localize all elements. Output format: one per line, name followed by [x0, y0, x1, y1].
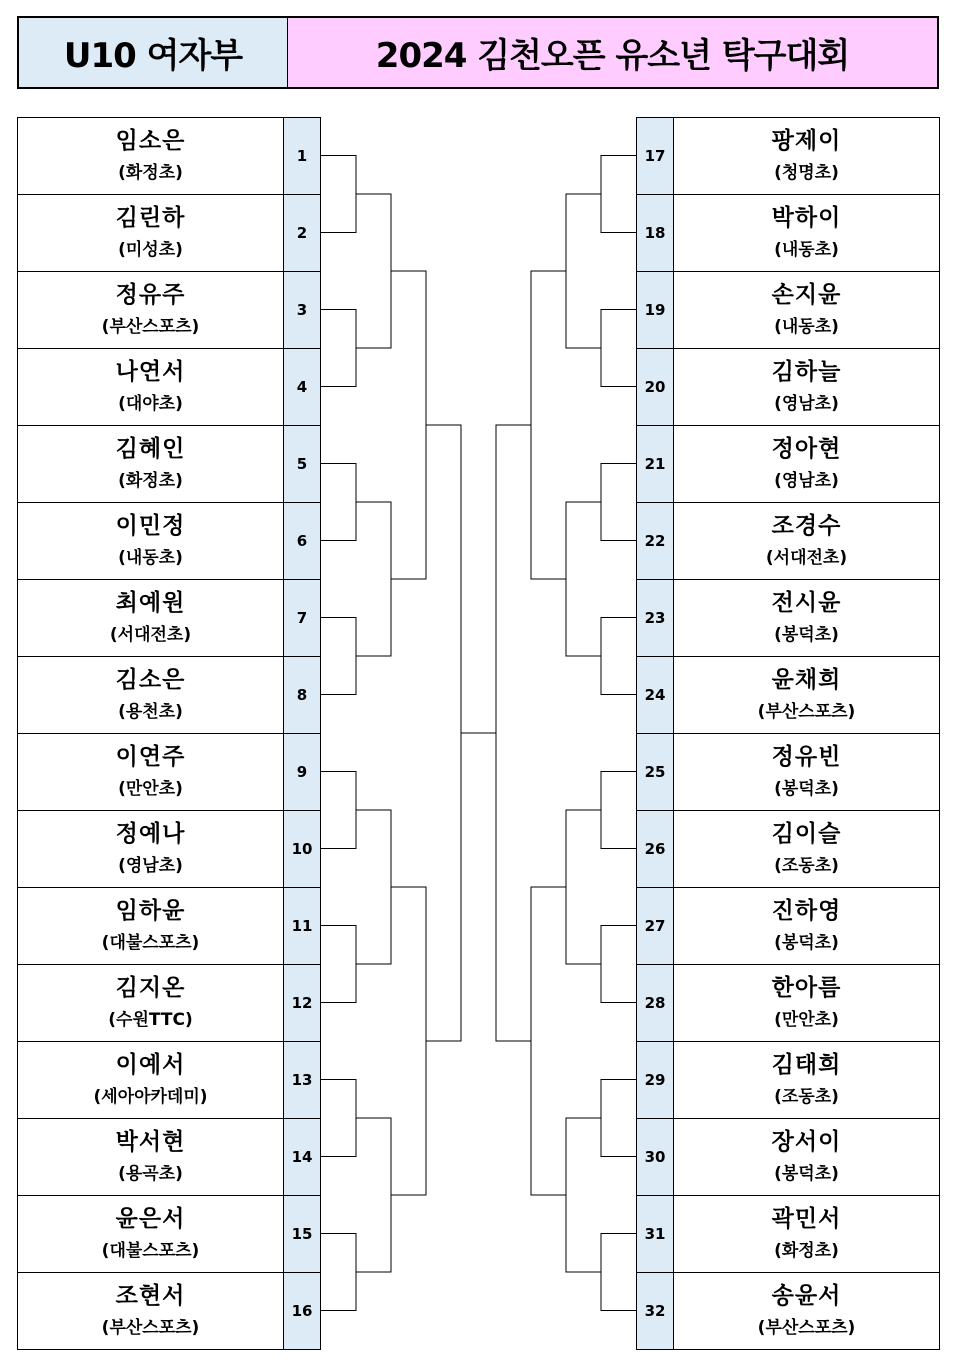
right-round4-connector — [496, 425, 531, 1041]
player-name: 김소은 — [115, 667, 186, 693]
player-name: 정유주 — [115, 282, 186, 308]
left-round1-connector — [321, 772, 356, 849]
right-round2-connector — [566, 810, 601, 964]
player-school: (청명초) — [774, 163, 839, 183]
player-school: (조동초) — [774, 1087, 839, 1107]
player-school: (세아아카데미) — [93, 1087, 208, 1107]
seed-number: 8 — [283, 657, 320, 733]
seed-number: 15 — [283, 1196, 320, 1272]
player-school: (용곡초) — [118, 1164, 183, 1184]
player-school: (영남초) — [774, 471, 839, 491]
right-round2-connector — [566, 194, 601, 348]
player-school: (부산스포츠) — [757, 1318, 856, 1338]
player-name: 김혜인 — [115, 436, 186, 462]
seed-number: 31 — [637, 1196, 674, 1272]
player-name: 김지온 — [115, 975, 186, 1001]
player-school: (서대전초) — [765, 548, 848, 568]
seed-number: 19 — [637, 272, 674, 348]
player-school: (조동초) — [774, 856, 839, 876]
player-name: 정예나 — [115, 821, 186, 847]
player-school: (만안초) — [774, 1010, 839, 1030]
player-name: 송윤서 — [771, 1283, 842, 1309]
player-school: (용천초) — [118, 702, 183, 722]
player-name: 이연주 — [115, 744, 186, 770]
right-round1-connector — [601, 618, 636, 695]
player-name: 전시윤 — [771, 590, 842, 616]
seed-number: 7 — [283, 580, 320, 656]
player-name: 이예서 — [115, 1052, 186, 1078]
seed-number: 22 — [637, 503, 674, 579]
seed-number: 4 — [283, 349, 320, 425]
seed-number: 9 — [283, 734, 320, 810]
seed-number: 11 — [283, 888, 320, 964]
player-school: (봉덕초) — [774, 933, 839, 953]
right-round3-connector — [531, 887, 566, 1195]
left-round2-connector — [356, 1118, 391, 1272]
right-round2-connector — [566, 1118, 601, 1272]
seed-number: 26 — [637, 811, 674, 887]
player-name: 조경수 — [771, 513, 842, 539]
player-school: (내동초) — [118, 548, 183, 568]
player-name: 진하영 — [771, 898, 842, 924]
seed-number: 25 — [637, 734, 674, 810]
left-round1-connector — [321, 618, 356, 695]
player-school: (화정초) — [118, 471, 183, 491]
left-round1-connector — [321, 464, 356, 541]
player-name: 박하이 — [771, 205, 842, 231]
seed-number: 2 — [283, 195, 320, 271]
player-name: 나연서 — [115, 359, 186, 385]
seed-number: 21 — [637, 426, 674, 502]
player-name: 한아름 — [771, 975, 842, 1001]
player-name: 장서이 — [771, 1129, 842, 1155]
player-name: 김태희 — [771, 1052, 842, 1078]
player-name: 김이슬 — [771, 821, 842, 847]
player-school: (수원TTC) — [108, 1010, 193, 1030]
player-school: (대불스포츠) — [101, 1241, 200, 1261]
event-title: 2024 김천오픈 유소년 탁구대회 — [288, 18, 937, 87]
seed-number: 27 — [637, 888, 674, 964]
player-school: (영남초) — [774, 394, 839, 414]
seed-number: 20 — [637, 349, 674, 425]
seed-number: 6 — [283, 503, 320, 579]
division-label: U10 여자부 — [19, 18, 288, 87]
left-round2-connector — [356, 810, 391, 964]
left-round1-connector — [321, 1234, 356, 1311]
player-school: (만안초) — [118, 779, 183, 799]
seed-number: 13 — [283, 1042, 320, 1118]
right-round1-connector — [601, 156, 636, 233]
left-round1-connector — [321, 1080, 356, 1157]
player-school: (화정초) — [118, 163, 183, 183]
left-round1-connector — [321, 926, 356, 1003]
player-school: (미성초) — [118, 240, 183, 260]
right-round1-connector — [601, 926, 636, 1003]
left-round2-connector — [356, 194, 391, 348]
player-school: (영남초) — [118, 856, 183, 876]
player-name: 김하늘 — [771, 359, 842, 385]
player-school: (서대전초) — [109, 625, 192, 645]
player-name: 조현서 — [115, 1283, 186, 1309]
seed-number: 10 — [283, 811, 320, 887]
right-round3-connector — [531, 271, 566, 579]
seed-number: 29 — [637, 1042, 674, 1118]
player-name: 이민정 — [115, 513, 186, 539]
player-name: 최예원 — [115, 590, 186, 616]
player-name: 곽민서 — [771, 1206, 842, 1232]
seed-number: 28 — [637, 965, 674, 1041]
right-round1-connector — [601, 1080, 636, 1157]
left-round3-connector — [391, 271, 426, 579]
player-name: 손지윤 — [771, 282, 842, 308]
player-name: 정유빈 — [771, 744, 842, 770]
left-round1-connector — [321, 310, 356, 387]
seed-number: 18 — [637, 195, 674, 271]
player-name: 임하윤 — [115, 898, 186, 924]
seed-number: 14 — [283, 1119, 320, 1195]
left-round2-connector — [356, 502, 391, 656]
player-name: 정아현 — [771, 436, 842, 462]
player-name: 윤채희 — [771, 667, 842, 693]
player-school: (화정초) — [774, 1241, 839, 1261]
player-name: 김린하 — [115, 205, 186, 231]
player-name: 박서현 — [115, 1129, 186, 1155]
player-school: (봉덕초) — [774, 625, 839, 645]
player-school: (대야초) — [118, 394, 183, 414]
player-name: 팡제이 — [771, 128, 842, 154]
seed-number: 1 — [283, 118, 320, 194]
seed-number: 17 — [637, 118, 674, 194]
left-round1-connector — [321, 156, 356, 233]
player-school: (내동초) — [774, 240, 839, 260]
player-name: 윤은서 — [115, 1206, 186, 1232]
player-school: (부산스포츠) — [101, 1318, 200, 1338]
right-round1-connector — [601, 464, 636, 541]
left-round3-connector — [391, 887, 426, 1195]
seed-number: 5 — [283, 426, 320, 502]
seed-number: 23 — [637, 580, 674, 656]
seed-number: 12 — [283, 965, 320, 1041]
seed-number: 24 — [637, 657, 674, 733]
player-school: (대불스포츠) — [101, 933, 200, 953]
seed-number: 30 — [637, 1119, 674, 1195]
seed-number: 3 — [283, 272, 320, 348]
player-school: (봉덕초) — [774, 1164, 839, 1184]
right-round1-connector — [601, 310, 636, 387]
seed-number: 16 — [283, 1273, 320, 1349]
player-school: (봉덕초) — [774, 779, 839, 799]
right-round1-connector — [601, 1234, 636, 1311]
player-school: (부산스포츠) — [101, 317, 200, 337]
left-round4-connector — [426, 425, 461, 1041]
player-school: (부산스포츠) — [757, 702, 856, 722]
right-round2-connector — [566, 502, 601, 656]
seed-number: 32 — [637, 1273, 674, 1349]
right-round1-connector — [601, 772, 636, 849]
player-name: 임소은 — [115, 128, 186, 154]
player-school: (내동초) — [774, 317, 839, 337]
